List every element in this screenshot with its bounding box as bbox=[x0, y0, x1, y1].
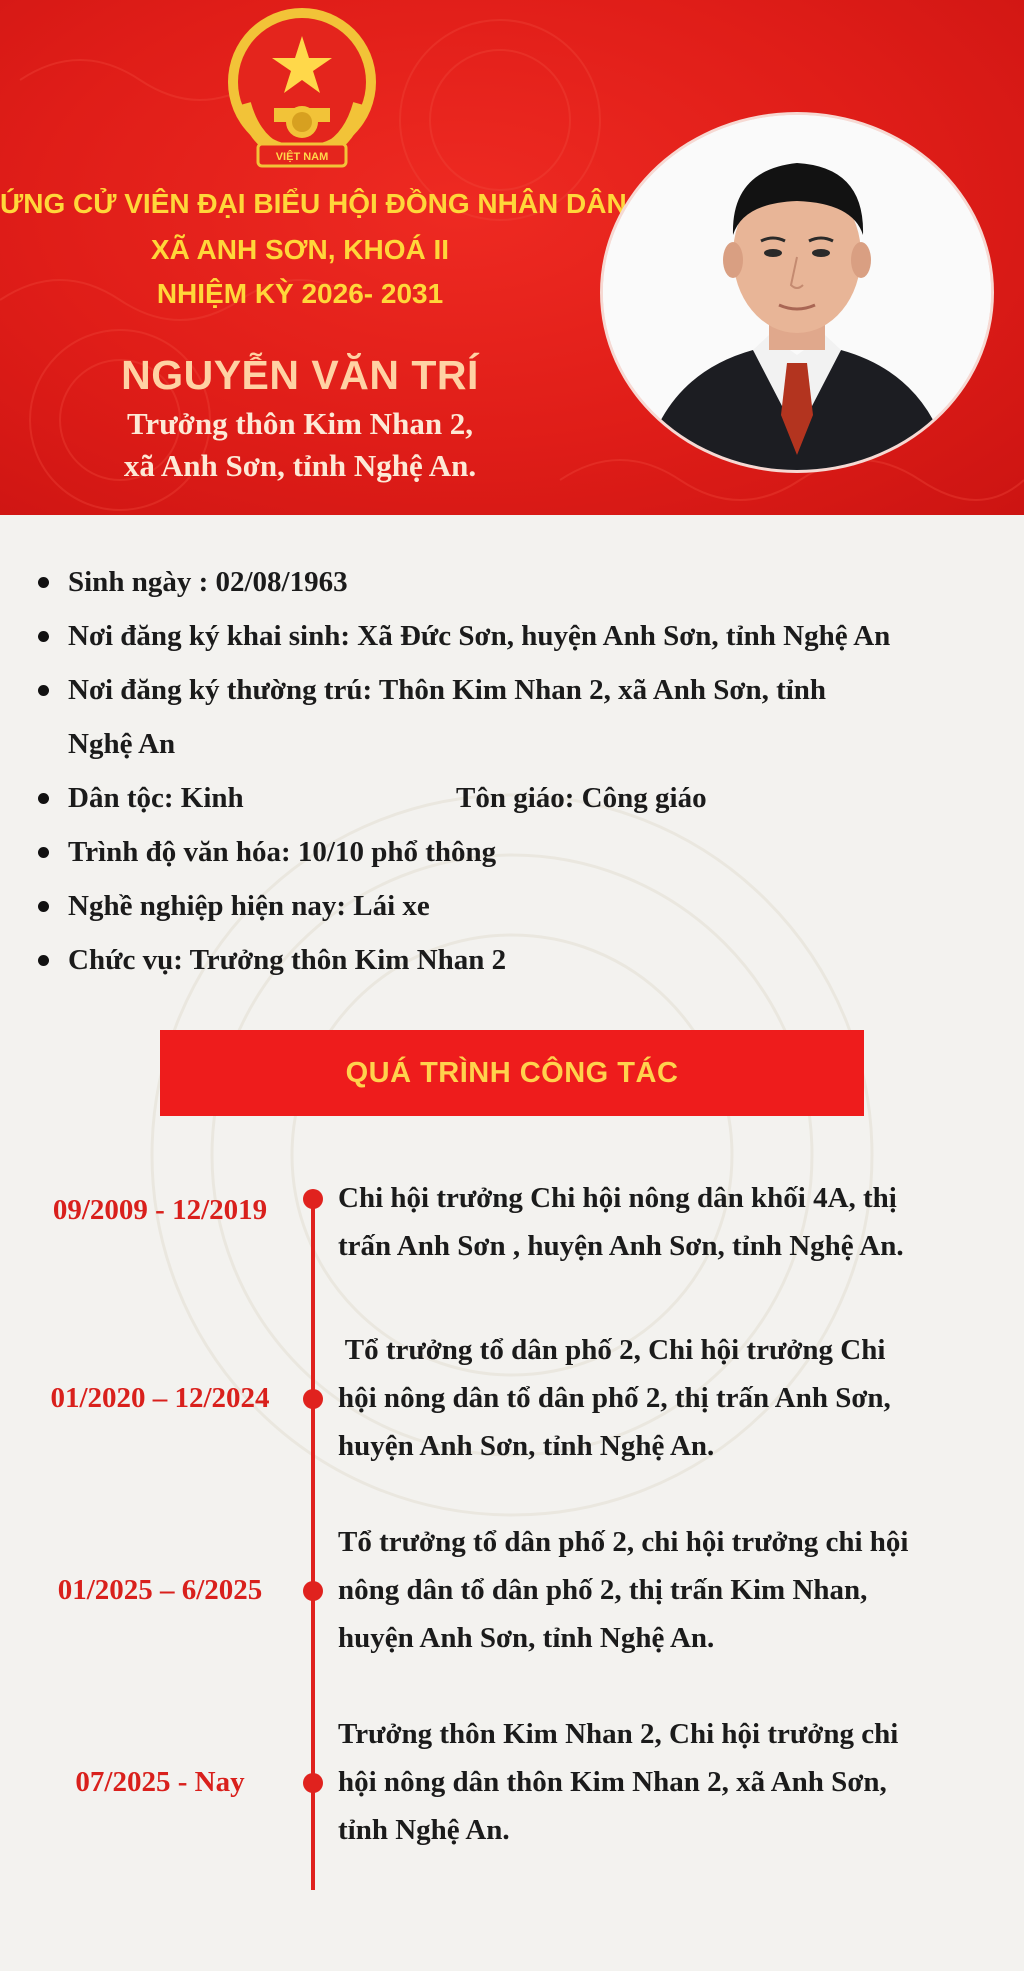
info-education bbox=[38, 825, 1013, 879]
info-residence-line2: Nghệ An bbox=[68, 728, 176, 760]
timeline-line-text: trấn Anh Sơn , huyện Anh Sơn, tỉnh Nghệ An. bbox=[338, 1230, 904, 1262]
timeline-line-text: Tổ trưởng tổ dân phố 2, Chi hội trưởng Chi bbox=[338, 1334, 886, 1366]
timeline-date: 09/2009 - 12/2019 bbox=[52, 1194, 268, 1226]
info-birth-text: Sinh ngày : 02/08/1963 bbox=[68, 566, 348, 598]
info-ethnicity-religion bbox=[38, 771, 1013, 825]
bullet-dot-icon bbox=[38, 955, 49, 966]
info-education-text: Trình độ văn hóa: 10/10 phổ thông bbox=[68, 836, 497, 868]
emblem-text: VIỆT NAM bbox=[275, 151, 329, 163]
info-birthplace-text: Nơi đăng ký khai sinh: Xã Đức Sơn, huyện Anh Sơn, tỉnh Nghệ An bbox=[68, 620, 891, 652]
timeline-description bbox=[338, 1174, 1008, 1270]
bullet-dot-icon bbox=[38, 631, 49, 642]
info-occupation-text: Nghề nghiệp hiện nay: Lái xe bbox=[68, 890, 430, 922]
info-residence-line1: Nơi đăng ký thường trú: Thôn Kim Nhan 2, xã Anh Sơn, tỉnh bbox=[68, 674, 827, 706]
header-banner bbox=[0, 0, 1024, 515]
timeline-date: 01/2020 – 12/2024 bbox=[50, 1382, 270, 1414]
timeline-line-text: huyện Anh Sơn, tỉnh Nghệ An. bbox=[338, 1622, 715, 1654]
timeline-line-text: hội nông dân thôn Kim Nhan 2, xã Anh Sơn, bbox=[338, 1766, 887, 1798]
info-title-text: Chức vụ: Trưởng thôn Kim Nhan 2 bbox=[68, 944, 507, 976]
bullet-dot-icon bbox=[38, 793, 49, 804]
work-history-title: QUÁ TRÌNH CÔNG TÁC bbox=[345, 1057, 679, 1089]
info-occupation bbox=[38, 879, 1013, 933]
candidate-portrait bbox=[603, 115, 991, 470]
bullet-dot-icon bbox=[38, 685, 49, 696]
info-ethnicity: Dân tộc: Kinh bbox=[68, 782, 244, 814]
header-title-line1: ỨNG CỬ VIÊN ĐẠI BIỂU HỘI ĐỒNG NHÂN DÂN bbox=[0, 188, 627, 219]
info-title bbox=[38, 933, 1013, 987]
timeline-description bbox=[338, 1326, 1008, 1470]
candidate-position-line2: xã Anh Sơn, tỉnh Nghệ An. bbox=[123, 448, 477, 483]
header-title-line3: NHIỆM KỲ 2026- 2031 bbox=[156, 278, 444, 309]
timeline-date: 01/2025 – 6/2025 bbox=[57, 1574, 263, 1606]
candidate-name: NGUYỄN VĂN TRÍ bbox=[121, 352, 479, 398]
timeline-dot-icon bbox=[303, 1773, 323, 1793]
bullet-dot-icon bbox=[38, 847, 49, 858]
personal-info-list bbox=[38, 555, 1013, 987]
timeline-dot-icon bbox=[303, 1581, 323, 1601]
national-emblem-icon bbox=[218, 4, 386, 172]
info-residence bbox=[38, 663, 1013, 771]
timeline-description bbox=[338, 1518, 1008, 1662]
portrait-illustration bbox=[603, 115, 991, 470]
bullet-dot-icon bbox=[38, 901, 49, 912]
work-history-section-bar bbox=[160, 1030, 864, 1116]
timeline-line-text: tỉnh Nghệ An. bbox=[338, 1814, 510, 1846]
timeline-date: 07/2025 - Nay bbox=[75, 1766, 245, 1798]
timeline-dot-icon bbox=[303, 1189, 323, 1209]
timeline-line-text: Trưởng thôn Kim Nhan 2, Chi hội trưởng chi bbox=[338, 1718, 899, 1750]
timeline-description bbox=[338, 1710, 1008, 1854]
timeline-line-text: hội nông dân tổ dân phố 2, thị trấn Anh Sơn, bbox=[338, 1382, 891, 1414]
timeline-dot-icon bbox=[303, 1389, 323, 1409]
bullet-dot-icon bbox=[38, 577, 49, 588]
timeline-line-text: Chi hội trưởng Chi hội nông dân khối 4A, thị bbox=[338, 1182, 897, 1214]
info-religion: Tôn giáo: Công giáo bbox=[456, 782, 707, 814]
timeline-line-text: huyện Anh Sơn, tỉnh Nghệ An. bbox=[338, 1430, 715, 1462]
timeline-line-text: nông dân tổ dân phố 2, thị trấn Kim Nhan, bbox=[338, 1574, 868, 1606]
header-title-line2: XÃ ANH SƠN, KHOÁ II bbox=[150, 234, 450, 265]
info-birth bbox=[38, 555, 1013, 609]
info-birthplace bbox=[38, 609, 1013, 663]
timeline-line-text: Tổ trưởng tổ dân phố 2, chi hội trưởng chi hội bbox=[338, 1526, 909, 1558]
candidate-position-line1: Trưởng thôn Kim Nhan 2, bbox=[126, 406, 474, 441]
